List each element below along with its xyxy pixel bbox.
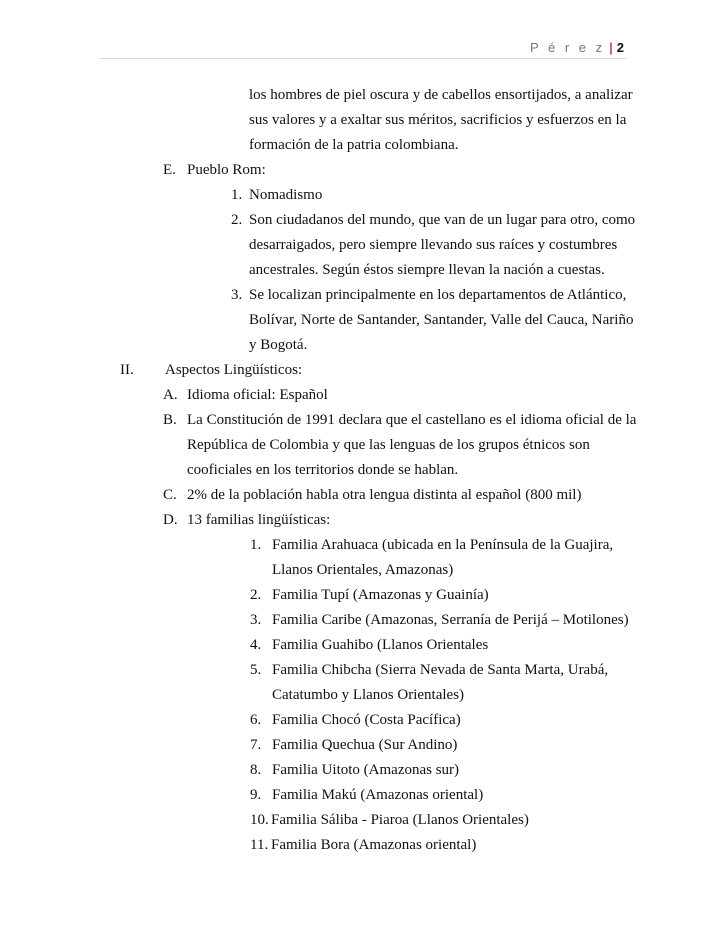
text-line: Familia Bora (Amazonas oriental) (271, 837, 477, 853)
header-author: P é r e z (529, 40, 606, 55)
text-line: República de Colombia y que las lenguas de los grupos étnicos son (187, 437, 590, 453)
list-marker: 7. (250, 737, 262, 753)
list-marker: 11. (250, 837, 269, 853)
text-line: Pueblo Rom: (187, 162, 266, 178)
page-number: 2 (616, 40, 624, 55)
text-line: Familia Chibcha (Sierra Nevada de Santa Marta, Urabá, (272, 662, 609, 678)
text-line: cooficiales en los territorios donde se hablan. (187, 462, 459, 478)
list-marker: C. (163, 487, 177, 503)
list-marker: 2. (250, 587, 262, 603)
text-line: Familia Sáliba - Piaroa (Llanos Orientales) (271, 812, 529, 828)
text-line: Se localizan principalmente en los departamentos de Atlántico, (249, 287, 627, 303)
list-marker: 2. (231, 212, 243, 228)
text-line: Familia Caribe (Amazonas, Serranía de Perijá – Motilones) (272, 612, 629, 628)
text-line: Catatumbo y Llanos Orientales) (272, 687, 465, 703)
text-line: ancestrales. Según éstos siempre llevan la nación a cuestas. (249, 262, 605, 278)
text-line: 13 familias lingüísticas: (187, 512, 331, 528)
list-marker: 4. (250, 637, 262, 653)
text-line: Llanos Orientales, Amazonas) (272, 562, 454, 578)
text-line: 2% de la población habla otra lengua distinta al español (800 mil) (187, 487, 582, 503)
text-line: desarraigados, pero siempre llevando sus raíces y costumbres (249, 237, 618, 253)
text-line: Son ciudadanos del mundo, que van de un lugar para otro, como (249, 212, 636, 228)
text-line: Familia Arahuaca (ubicada en la Península de la Guajira, (272, 537, 614, 553)
text-line: Idioma oficial: Español (187, 387, 328, 403)
list-marker: B. (163, 412, 177, 428)
list-marker: 6. (250, 712, 262, 728)
text-line: y Bogotá. (249, 337, 308, 353)
text-line: Familia Guahibo (Llanos Orientales (272, 637, 489, 653)
text-line: Familia Quechua (Sur Andino) (272, 737, 458, 753)
list-marker: 9. (250, 787, 262, 803)
header-separator: | (609, 40, 613, 55)
list-marker: A. (163, 387, 178, 403)
text-line: Nomadismo (249, 187, 323, 203)
text-line: Familia Chocó (Costa Pacífica) (272, 712, 461, 728)
text-line: los hombres de piel oscura y de cabellos ensortijados, a analizar (249, 87, 633, 103)
list-marker: 3. (231, 287, 243, 303)
list-marker: 1. (250, 537, 262, 553)
list-marker: 10. (250, 812, 269, 828)
list-marker: II. (120, 362, 134, 378)
text-line: sus valores y a exaltar sus méritos, sacrificios y esfuerzos en la (249, 112, 627, 128)
list-marker: 5. (250, 662, 262, 678)
text-line: La Constitución de 1991 declara que el castellano es el idioma oficial de la (187, 412, 637, 428)
text-line: Familia Tupí (Amazonas y Guainía) (272, 587, 489, 603)
text-line: Familia Makú (Amazonas oriental) (272, 787, 484, 803)
page-header (100, 36, 626, 59)
text-line: Bolívar, Norte de Santander, Santander, Valle del Cauca, Nariño (249, 312, 634, 328)
text-line: formación de la patria colombiana. (249, 137, 459, 153)
list-marker: 3. (250, 612, 262, 628)
list-marker: E. (163, 162, 176, 178)
text-line: Familia Uitoto (Amazonas sur) (272, 762, 460, 778)
header-text (530, 40, 624, 55)
text-line: Aspectos Lingüísticos: (165, 362, 303, 378)
list-marker: 1. (231, 187, 243, 203)
list-marker: 8. (250, 762, 262, 778)
list-marker: D. (163, 512, 178, 528)
